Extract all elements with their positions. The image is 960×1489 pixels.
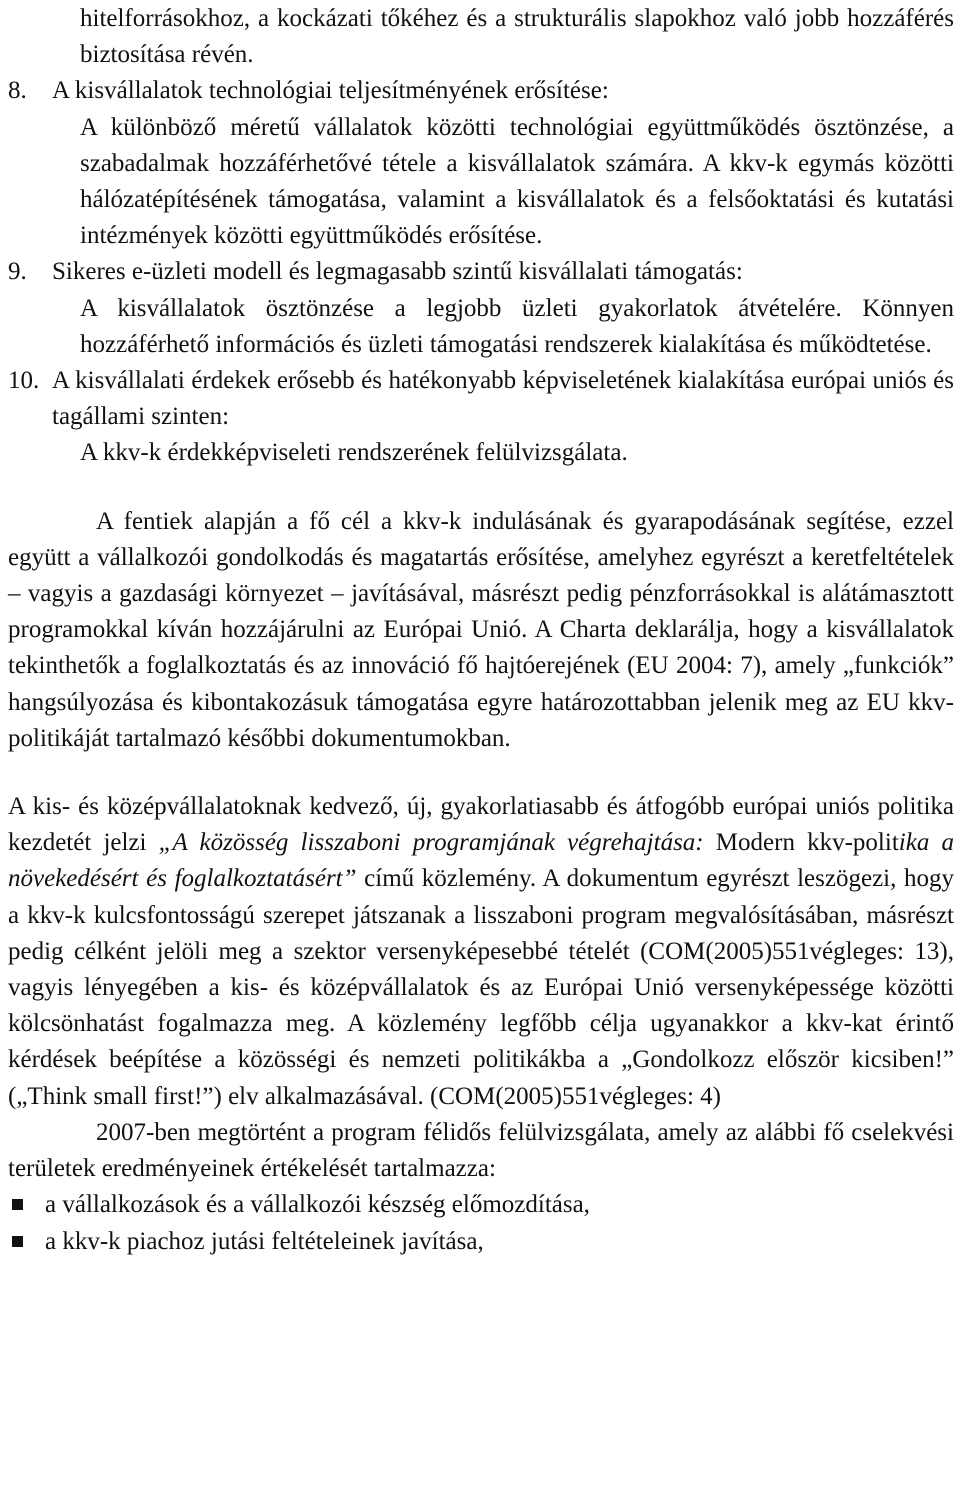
bullet-text: a kkv-k piachoz jutási feltételeinek javítása, bbox=[45, 1227, 484, 1255]
item-number: 8. bbox=[8, 77, 27, 105]
bullet-text: a vállalkozások és a vállalkozói készség előmozdítása, bbox=[45, 1191, 590, 1219]
item-number: 9. bbox=[8, 258, 27, 286]
list-item-8 bbox=[8, 73, 954, 254]
text-run: című közlemény. A dokumentum egyrészt leszögezi, hogy a kkv-k kulcsfontosságú szerepet játszanak a lisszaboni program megvalósításában, másrészt pedig célként jelöli meg a szektor versenyképesebbé tételét (COM(2005)551végleges: 13), vagyis lényegében a kis- és középvállalatok és az Európai Unió versenyképessége közötti kölcsönhatást fogalmazza meg. A közlemény legfőbb célja ugyanakkor a kkv-kat érintő kérdések beépítése a közösségi és nemzeti politikákba a „Gondolkozz először kicsiben!” („Think small first!”) elv alkalmazásával. (COM(2005)551végleges: 4) bbox=[8, 865, 954, 1110]
list-item bbox=[8, 1187, 954, 1223]
square-bullet-icon bbox=[12, 1199, 23, 1210]
item-number: 10. bbox=[8, 367, 40, 395]
list-item-9 bbox=[8, 254, 954, 363]
bullet-list bbox=[8, 1187, 954, 1259]
paragraph-lisbon bbox=[8, 789, 954, 1115]
item-heading: A kisvállalati érdekek erősebb és hatékonyabb képviseletének kialakítása európai uniós és tagállami szinten: bbox=[52, 367, 954, 431]
text-run: Modern kkv-polit bbox=[703, 829, 899, 857]
list-item bbox=[8, 1224, 954, 1260]
item-heading: Sikeres e-üzleti modell és legmagasabb szintű kisvállalati támogatás: bbox=[52, 258, 743, 286]
paragraph-midterm-review: 2007-ben megtörtént a program félidős felülvizsgálata, amely az alábbi fő cselekvési területek eredményeinek értékelését tartalmazza: bbox=[8, 1118, 954, 1183]
italic-title-part1: „A közösség lisszaboni programjának végrehajtása: bbox=[158, 829, 704, 857]
text-run: A kis- és középvállalatoknak kedvező, új, gyakorlatiasabb és átfogóbb európai uniós politika kezdetét jelzi bbox=[8, 793, 954, 857]
document-page bbox=[8, 0, 954, 1260]
list-item-10 bbox=[8, 363, 954, 472]
paragraph-main-goal: A fentiek alapján a fő cél a kkv-k indulásának és gyarapodásának segítése, ezzel együtt a vállalkozói gondolkodás és magatartás erősítése, amelyhez egyrészt a keretfeltételek – vagyis a gazdasági környezet – javításával, másrészt pedig pénzforrásokkal is alátámasztott programokkal kíván hozzájárulni az Európai Unió. A Charta deklarálja, hogy a kisvállalatok tekinthetők a foglalkoztatás és az innováció fő hajtóerejének (EU 2004: 7), amely „funkciók” hangsúlyozása és kibontakozásuk támogatása egyre határozottabban jelenik meg az EU kkv-politikáját tartalmazó későbbi dokumentumokban. bbox=[8, 507, 954, 752]
square-bullet-icon bbox=[12, 1236, 23, 1247]
intro-continuation: hitelforrásokhoz, a kockázati tőkéhez és a strukturális slapokhoz való jobb hozzáférés biztosítása révén. bbox=[80, 5, 954, 69]
italic-title-part2: ika a növekedésért és foglalkoztatásért” bbox=[8, 829, 954, 893]
item-heading: A kisvállalatok technológiai teljesítményének erősítése: bbox=[52, 77, 609, 105]
item-body: A kisvállalatok ösztönzése a legjobb üzleti gyakorlatok átvételére. Könnyen hozzáférhető információs és üzleti támogatási rendszerek kialakítása és működtetése. bbox=[80, 294, 954, 358]
item-body: A különböző méretű vállalatok közötti technológiai együttműködés ösztönzése, a szabadalmak hozzáférhetővé tétele a kisvállalatok számára. A kkv-k egymás közötti hálózatépítésének támogatása, valamint a kisvállalatok és a felsőoktatási és kutatási intézmények közötti együttműködés erősítése. bbox=[80, 113, 954, 250]
item-body: A kkv-k érdekképviseleti rendszerének felülvizsgálata. bbox=[80, 439, 628, 467]
